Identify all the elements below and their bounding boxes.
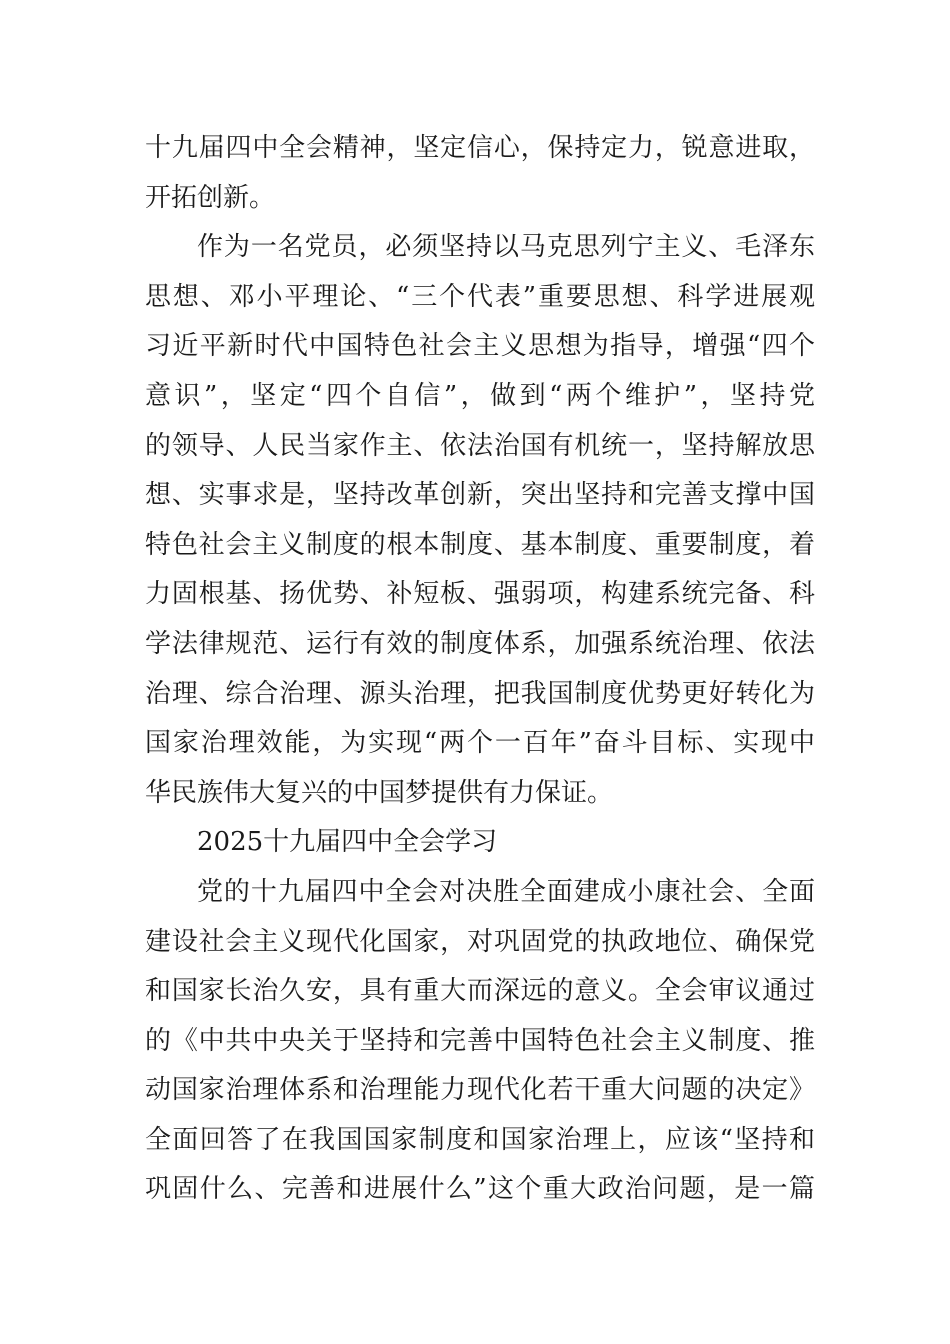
text-line: 华民族伟大复兴的中国梦提供有力保证。 (145, 777, 614, 808)
text-line: 习近平新时代中国特色社会主义思想为指导，增强“四个 (145, 331, 815, 362)
paragraph (145, 223, 815, 818)
text-line: 力固根基、扬优势、补短板、强弱项，构建系统完备、科 (145, 579, 815, 610)
text-line: 国家治理效能，为实现“两个一百年”奋斗目标、实现中 (145, 728, 815, 759)
paragraph (145, 868, 815, 1215)
text-line: 动国家治理体系和治理能力现代化若干重大问题的决定》 (145, 1075, 815, 1106)
text-line: 十九届四中全会精神，坚定信心，保持定力，锐意进取， (145, 133, 815, 163)
text-line: 的《中共中央关于坚持和完善中国特色社会主义制度、推 (145, 1025, 815, 1056)
text-line: 意识”，坚定“四个自信”，做到“两个维护”，坚持党 (145, 380, 815, 411)
text-line: 开拓创新。 (145, 182, 276, 213)
text-line: 想、实事求是，坚持改革创新，突出坚持和完善支撑中国 (145, 480, 815, 511)
text-line: 巩固什么、完善和进展什么”这个重大政治问题，是一篇 (145, 1174, 815, 1205)
text-line: 和国家长治久安，具有重大而深远的意义。全会审议通过 (145, 976, 815, 1007)
heading-text: 2025十九届四中全会学习 (197, 827, 498, 858)
section-heading (145, 818, 815, 868)
text-line: 的领导、人民当家作主、依法治国有机统一，坚持解放思 (145, 430, 815, 461)
paragraph (145, 124, 815, 223)
text-line: 建设社会主义现代化国家，对巩固党的执政地位、确保党 (145, 926, 815, 957)
text-line: 作为一名党员，必须坚持以马克思列宁主义、毛泽东 (197, 232, 815, 263)
text-line: 特色社会主义制度的根本制度、基本制度、重要制度，着 (145, 529, 815, 560)
text-line: 全面回答了在我国国家制度和国家治理上，应该“坚持和 (145, 1124, 815, 1155)
text-line: 思想、邓小平理论、“三个代表”重要思想、科学进展观 (145, 281, 815, 312)
document-body (145, 124, 815, 1215)
text-line: 治理、综合治理、源头治理，把我国制度优势更好转化为 (145, 678, 815, 709)
text-line: 党的十九届四中全会对决胜全面建成小康社会、全面 (197, 876, 815, 907)
text-line: 学法律规范、运行有效的制度体系，加强系统治理、依法 (145, 628, 815, 659)
